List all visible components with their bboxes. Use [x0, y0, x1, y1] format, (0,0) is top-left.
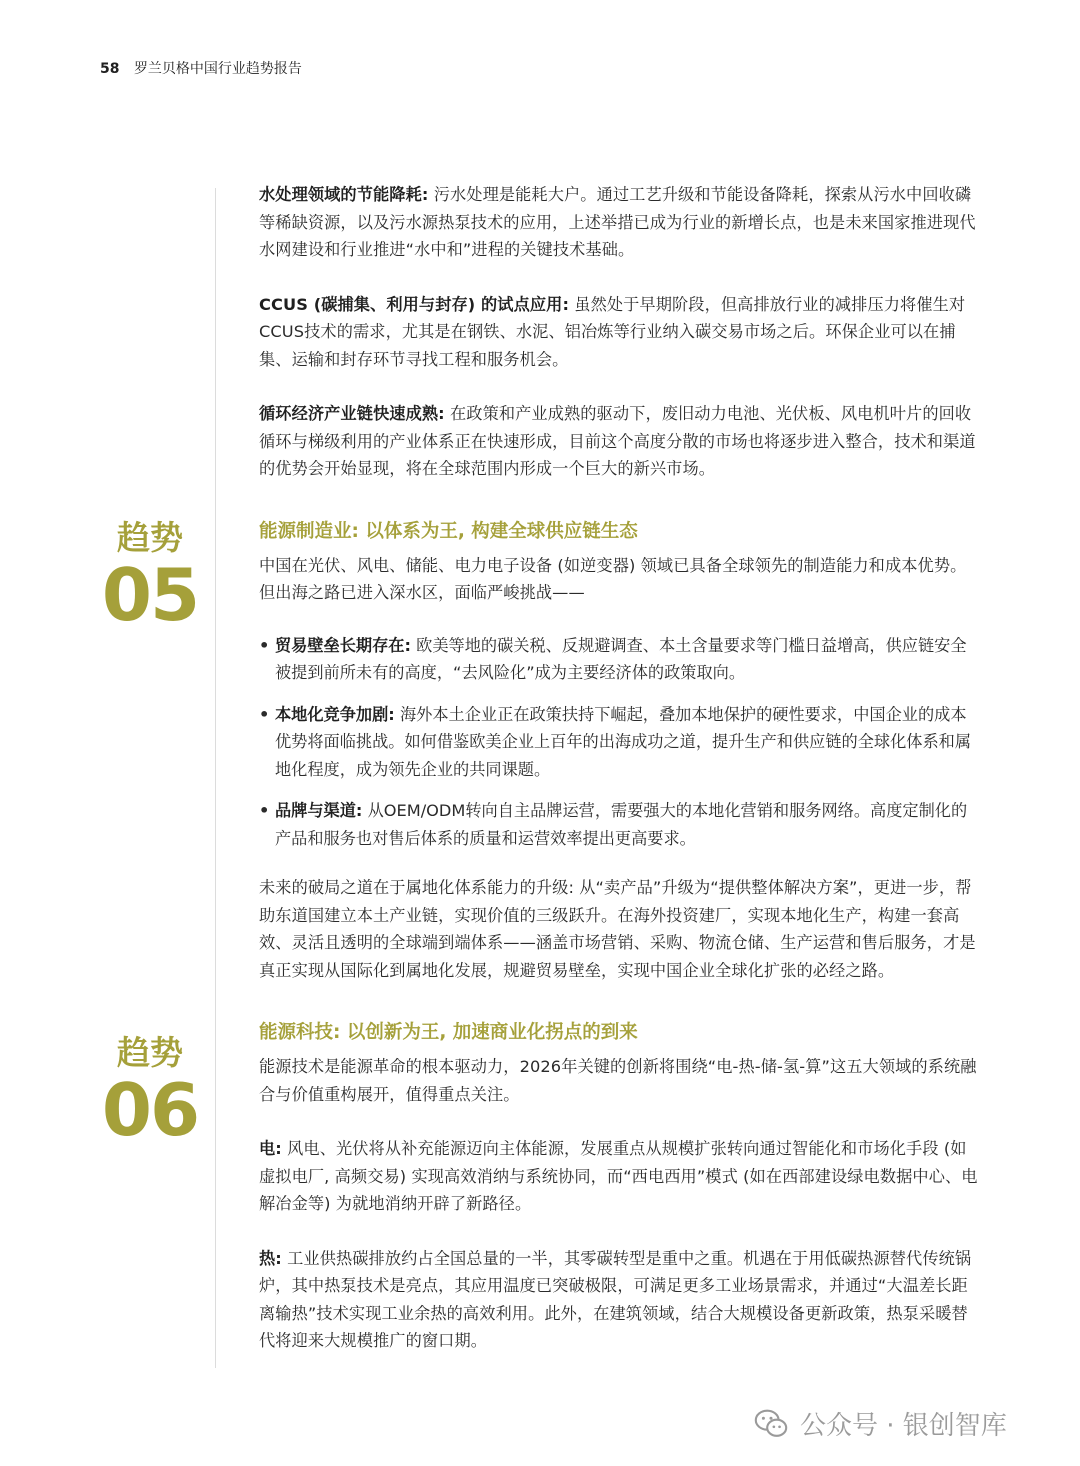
report-title: 罗兰贝格中国行业趋势报告 — [133, 61, 302, 77]
trend-05-label — [100, 518, 200, 637]
trend-06-section — [259, 1019, 979, 1355]
page-header — [100, 58, 302, 78]
trend-05-number: 05 — [101, 553, 199, 637]
paragraph-heat: 热: 工业供热碳排放约占全国总量的一半，其零碳转型是重中之重。机遇在于用低碳热源替代传统锅炉，其中热泵技术是亮点，其应用温度已突破极限，可满足更多工业场景需求，并通过“大温差长距离输热”技术实现工业余热的高效利用。此外，在建筑领域，结合大规模设备更新政策，热泵采暖替代将迎来大规模推广的窗口期。 — [259, 1248, 972, 1350]
trend-05-bullets — [259, 632, 979, 853]
bullet-trade-barriers: • 贸易壁垒长期存在: 欧美等地的碳关税、反规避调查、本土含量要求等门槛日益增高，供应链安全被提到前所未有的高度，“去风险化”成为主要经济体的政策取向。 — [259, 632, 979, 687]
paragraph-water: 水处理领域的节能降耗: 污水处理是能耗大户。通过工艺升级和节能设备降耗，探索从污水中回收磷等稀缺资源，以及污水源热泵技术的应用，上述举措已成为行业的新增长点，也是未来国家推进现代水网建设和行业推进“水中和”进程的关键技术基础。 — [259, 185, 976, 259]
trend-05-closing: 未来的破局之道在于属地化体系能力的升级: 从“卖产品”升级为“提供整体解决方案”，更进一步，帮助东道国建立本土产业链，实现价值的三级跃升。在海外投资建厂，实现本地化生产，构建一套高效、灵活且透明的全球端到端体系——涵盖市场营销、采购、物流仓储、生产运营和售后服务，才是真正实现从国际化到属地化发展，规避贸易壁垒，实现中国企业全球化扩张的必经之路。 — [259, 878, 976, 980]
paragraph-circular-economy: 循环经济产业链快速成熟: 在政策和产业成熟的驱动下，废旧动力电池、光伏板、风电机叶片的回收循环与梯级利用的产业体系正在快速形成，目前这个高度分散的市场也将逐步进入整合，技术和渠道的优势会开始显现，将在全球范围内形成一个巨大的新兴市场。 — [259, 404, 976, 478]
trend-06-intro: 能源技术是能源革命的根本驱动力，2026年关键的创新将围绕“电-热-储-氢-算”这五大领域的系统融合与价值重构展开，值得重点关注。 — [259, 1057, 977, 1104]
trend-05-title: 能源制造业: 以体系为王, 构建全球供应链生态 — [259, 520, 638, 542]
vertical-divider — [215, 188, 216, 1368]
paragraph-electricity: 电: 风电、光伏将从补充能源迈向主体能源，发展重点从规模扩张转向通过智能化和市场化手段 (如虚拟电厂, 高频交易) 实现高效消纳与系统协同，而“西电西用”模式 (如在西部建设绿电数据中心、电解冶金等) 为就地消纳开辟了新路径。 — [259, 1139, 978, 1213]
trend-05-intro: 中国在光伏、风电、储能、电力电子设备 (如逆变器) 领域已具备全球领先的制造能力和成本优势。但出海之路已进入深水区，面临严峻挑战—— — [259, 555, 967, 602]
trend-05-word: 趋势 — [117, 518, 183, 557]
wechat-icon — [752, 1404, 790, 1442]
watermark — [752, 1404, 1007, 1442]
trend-06-number: 06 — [101, 1068, 199, 1152]
watermark-text: 公众号 · 银创智库 — [800, 1410, 1007, 1441]
paragraph-ccus: CCUS (碳捕集、利用与封存) 的试点应用: 虽然处于早期阶段，但高排放行业的减排压力将催生对CCUS技术的需求，尤其是在钢铁、水泥、铝冶炼等行业纳入碳交易市场之后。环保企业可以在捕集、运输和封存环节寻找工程和服务机会。 — [259, 294, 966, 369]
trend-06-label — [100, 1033, 200, 1152]
bullet-localization: • 本地化竞争加剧: 海外本土企业正在政策扶持下崛起，叠加本地保护的硬性要求，中国企业的成本优势将面临挑战。如何借鉴欧美企业上百年的出海成功之道，提升生产和供应链的全球化体系和属地化程度，成为领先企业的共同课题。 — [259, 701, 979, 784]
main-content — [259, 181, 979, 1355]
trend-06-title: 能源科技: 以创新为王, 加速商业化拐点的到来 — [259, 1022, 638, 1043]
bullet-brand-channels: • 品牌与渠道: 从OEM/ODM转向自主品牌运营，需要强大的本地化营销和服务网络。高度定制化的产品和服务也对售后体系的质量和运营效率提出更高要求。 — [259, 797, 979, 852]
page-number: 58 — [100, 61, 120, 77]
trend-05-section — [259, 518, 979, 985]
trend-06-word: 趋势 — [117, 1033, 183, 1072]
